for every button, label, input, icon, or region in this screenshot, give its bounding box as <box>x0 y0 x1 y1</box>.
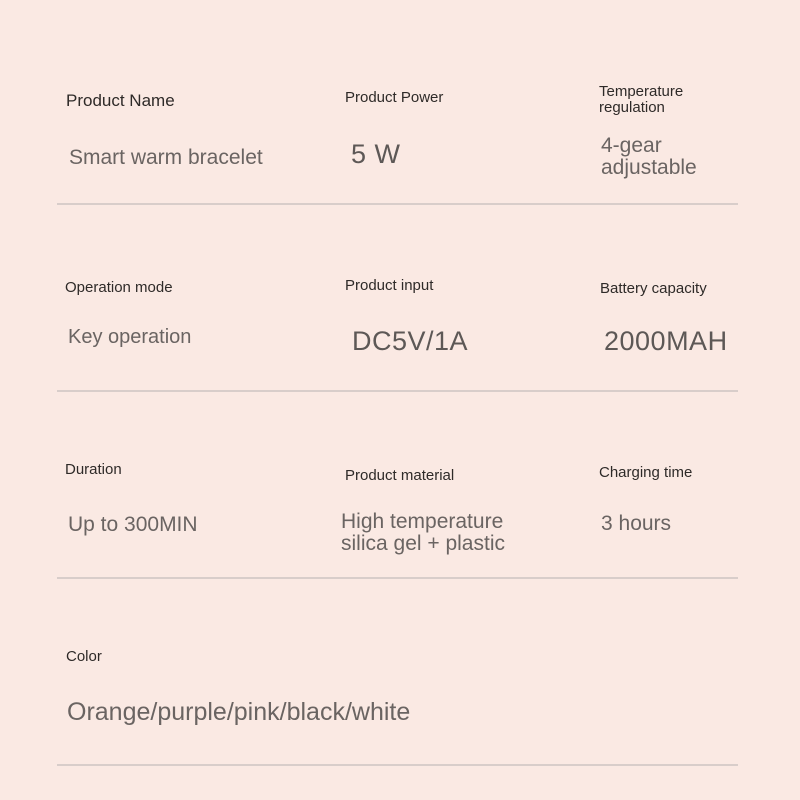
row-divider <box>57 390 738 392</box>
temperature-regulation-label: Temperature regulation <box>599 83 684 116</box>
row-divider <box>57 764 738 766</box>
product-material-value: High temperature silica gel + plastic <box>341 510 505 555</box>
color-value: Orange/purple/pink/black/white <box>67 698 411 726</box>
product-power-value: 5 W <box>351 139 401 169</box>
product-name-value: Smart warm bracelet <box>69 146 263 169</box>
operation-mode-value: Key operation <box>68 326 192 348</box>
battery-capacity-label: Battery capacity <box>600 280 707 297</box>
charging-time-label: Charging time <box>599 464 693 481</box>
duration-value: Up to 300MIN <box>68 513 198 536</box>
temperature-regulation-value: 4-gear adjustable <box>601 134 697 179</box>
color-label: Color <box>66 648 102 665</box>
charging-time-value: 3 hours <box>601 512 672 535</box>
product-input-label: Product input <box>345 277 434 294</box>
row-divider <box>57 203 738 205</box>
duration-label: Duration <box>65 461 122 478</box>
product-power-label: Product Power <box>345 89 444 106</box>
row-divider <box>57 577 738 579</box>
product-material-label: Product material <box>345 467 455 484</box>
product-name-label: Product Name <box>66 91 175 110</box>
product-input-value: DC5V/1A <box>352 326 469 356</box>
operation-mode-label: Operation mode <box>65 279 173 296</box>
battery-capacity-value: 2000MAH <box>604 326 728 356</box>
